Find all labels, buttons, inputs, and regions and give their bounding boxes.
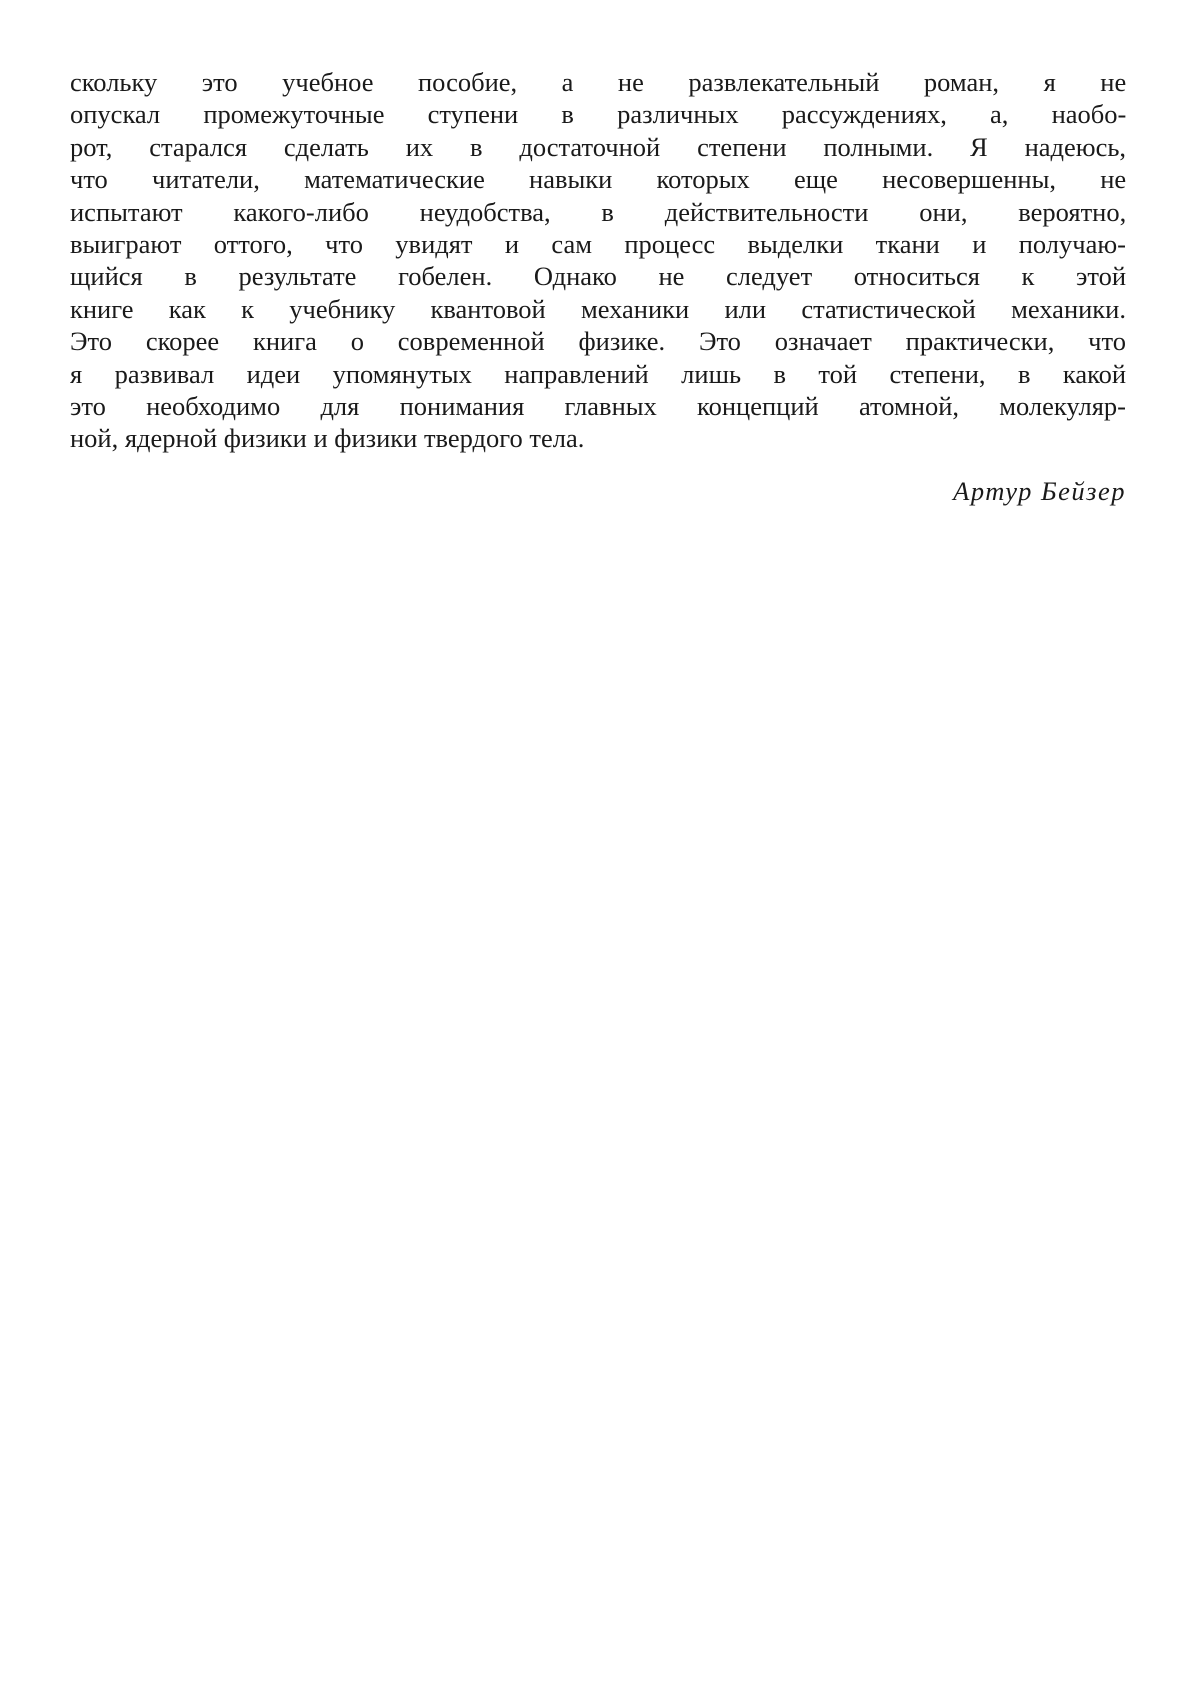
text-line-6: выиграют оттого, что увидят и сам процесс выделки ткани и получаю-: [70, 228, 1126, 259]
text-line-12: ной, ядерной физики и физики твердого тела.: [70, 423, 585, 454]
text-line-8: книге как к учебнику квантовой механики или статистической механики.: [70, 293, 1126, 324]
author-signature: Артур Бейзер: [953, 476, 1126, 506]
text-line-10: я развивал идеи упомянутых направлений лишь в той степени, в какой: [70, 358, 1127, 389]
text-line-7: щийся в результате гобелен. Однако не следует относиться к этой: [70, 261, 1127, 292]
preface-paragraph: [70, 66, 1126, 455]
text-line-1: скольку это учебное пособие, а не развлекательный роман, я не: [70, 67, 1127, 97]
text-line-3: рот, старался сделать их в достаточной степени полными. Я надеюсь,: [70, 131, 1127, 162]
text-line-4: что читатели, математические навыки которых еще несовершенны, не: [70, 164, 1127, 195]
text-line-5: испытают какого-либо неудобства, в действительности они, вероятно,: [70, 196, 1127, 227]
text-line-11: это необходимо для понимания главных концепций атомной, молекуляр-: [70, 390, 1126, 421]
text-line-2: опускал промежуточные ступени в различных рассуждениях, а, наобо-: [70, 99, 1127, 130]
text-line-9: Это скорее книга о современной физике. Это означает практически, что: [70, 326, 1126, 357]
